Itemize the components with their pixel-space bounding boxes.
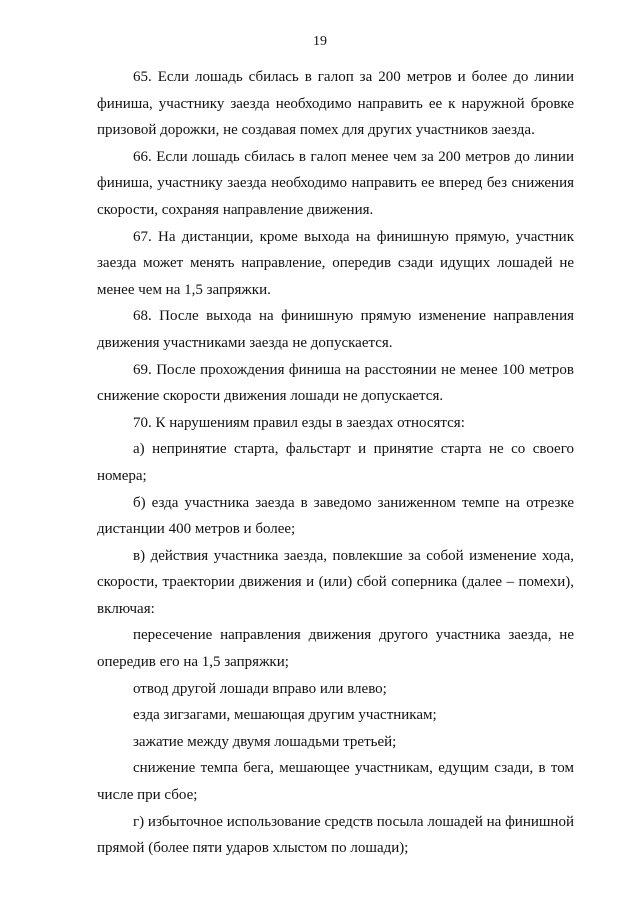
sub-item-crossing: пересечение направления движения другого участника заезда, не опередив его на 1,5 запряжки; — [97, 627, 574, 671]
list-item-v: в) действия участника заезда, повлекшие за собой изменение хода, скорости, траектории движения и (или) сбой соперника (далее – помехи), включая: — [97, 547, 574, 617]
sub-item-diversion: отвод другой лошади вправо или влево; — [133, 680, 387, 697]
list-item-a: а) непринятие старта, фальстарт и принятие старта не со своего номера; — [97, 441, 574, 484]
document-body — [97, 64, 574, 862]
sub-item-squeeze: зажатие между двумя лошадьми третьей; — [133, 733, 397, 750]
list-item-b: б) езда участника заезда в заведомо заниженном темпе на отрезке дистанции 400 метров и более; — [97, 494, 574, 538]
paragraph-68: 68. После выхода на финишную прямую изменение направления движения участниками заезда не допускается. — [97, 308, 574, 351]
paragraph-70: 70. К нарушениям правил езды в заездах относятся: — [133, 414, 465, 431]
sub-item-slowdown: снижение темпа бега, мешающее участникам, едущим сзади, в том числе при сбое; — [97, 760, 574, 804]
page-number: 19 — [313, 34, 327, 49]
paragraph-66: 66. Если лошадь сбилась в галоп менее чем за 200 метров до линии финиша, участнику заезда необходимо направить ее вперед без снижения скорости, сохраняя направление движения. — [97, 148, 574, 218]
paragraph-67: 67. На дистанции, кроме выхода на финишную прямую, участник заезда может менять направление, опередив сзади идущих лошадей не менее чем на 1,5 запряжки. — [97, 228, 574, 298]
paragraph-69: 69. После прохождения финиша на расстоянии не менее 100 метров снижение скорости движения лошади не допускается. — [97, 361, 574, 405]
sub-item-zigzag: езда зигзагами, мешающая другим участникам; — [133, 707, 437, 724]
list-item-g: г) избыточное использование средств посыла лошадей на финишной прямой (более пяти ударов хлыстом по лошади); — [97, 813, 574, 857]
paragraph-65: 65. Если лошадь сбилась в галоп за 200 метров и более до линии финиша, участнику заезда необходимо направить ее к наружной бровке призовой дорожки, не создавая помех для других участников заезда. — [97, 69, 574, 139]
